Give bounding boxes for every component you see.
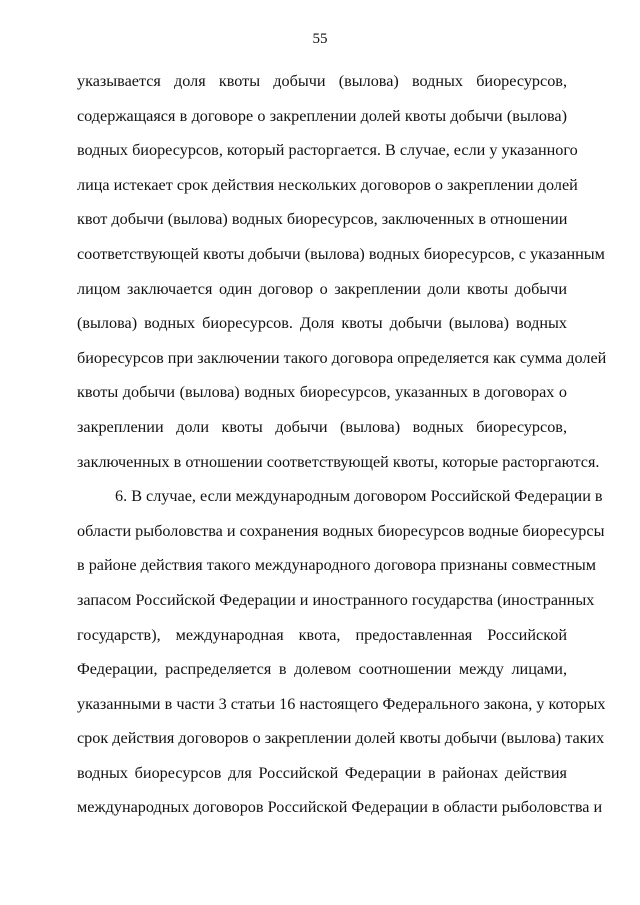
- text-line: лицом заключается один договор о закреплении доли квоты добычи: [77, 279, 567, 298]
- text-line: запасом Российской Федерации и иностранного государства (иностранных: [77, 590, 595, 609]
- text-line: лица истекает срок действия нескольких договоров о закреплении долей: [77, 175, 578, 194]
- text-line: водных биоресурсов, который расторгается. В случае, если у указанного: [77, 141, 578, 160]
- paragraph-item-6: [77, 479, 606, 825]
- body-text: [77, 64, 607, 825]
- text-line: квоты добычи (вылова) водных биоресурсов, указанных в договорах о: [77, 383, 567, 402]
- text-line: (вылова) водных биоресурсов. Доля квоты добычи (вылова) водных: [77, 314, 567, 333]
- text-line: срок действия договоров о закреплении долей квоты добычи (вылова) таких: [77, 729, 605, 748]
- text-line: Федерации, распределяется в долевом соотношении между лицами,: [77, 660, 567, 679]
- text-line: соответствующей квоты добычи (вылова) водных биоресурсов, с указанным: [77, 244, 605, 263]
- text-line: в районе действия такого международного договора признаны совместным: [77, 556, 596, 575]
- text-line: содержащаяся в договоре о закреплении долей квоты добычи (вылова): [77, 106, 567, 125]
- text-line: международных договоров Российской Федерации в области рыболовства и: [77, 798, 603, 817]
- text-line: биоресурсов при заключении такого договора определяется как сумма долей: [77, 348, 607, 367]
- page-number: 55: [312, 31, 328, 47]
- text-line: 6. В случае, если международным договором Российской Федерации в: [115, 487, 603, 506]
- text-line: водных биоресурсов для Российской Федерации в районах действия: [77, 763, 567, 782]
- text-line: области рыболовства и сохранения водных биоресурсов водные биоресурсы: [77, 521, 605, 540]
- paragraph-continuation: [77, 64, 607, 479]
- text-line: указанными в части 3 статьи 16 настоящего Федерального закона, у которых: [77, 694, 606, 713]
- text-line: заключенных в отношении соответствующей квоты, которые расторгаются.: [77, 452, 600, 471]
- text-line: квот добычи (вылова) водных биоресурсов, заключенных в отношении: [77, 210, 568, 229]
- text-line: государств), международная квота, предоставленная Российской: [77, 625, 567, 644]
- text-line: указывается доля квоты добычи (вылова) водных биоресурсов,: [77, 72, 567, 90]
- text-line: закреплении доли квоты добычи (вылова) водных биоресурсов,: [77, 417, 567, 436]
